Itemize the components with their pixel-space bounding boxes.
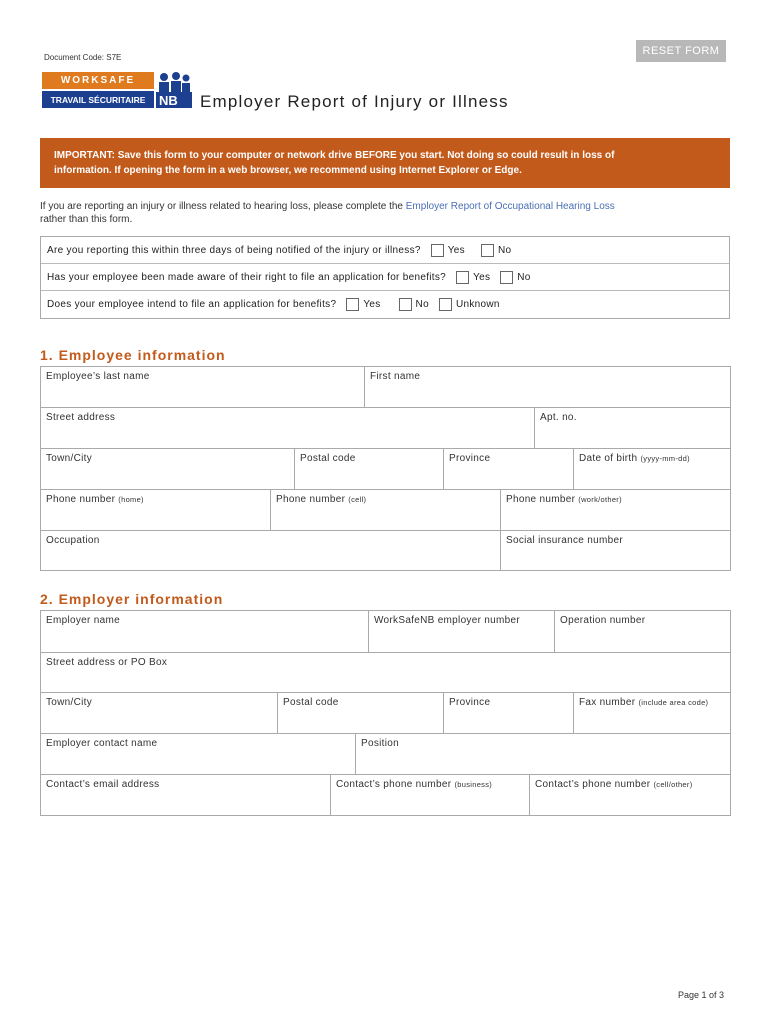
reset-form-button[interactable]: RESET FORM xyxy=(636,40,726,62)
employee-province-field[interactable] xyxy=(444,449,573,489)
hearing-loss-link[interactable]: Employer Report of Occupational Hearing Loss xyxy=(405,201,615,212)
employer-contact-name-field[interactable] xyxy=(41,734,355,774)
employee-postal-field[interactable] xyxy=(295,449,443,489)
employee-sin-label: Social insurance number xyxy=(506,535,623,546)
employee-occupation-field[interactable] xyxy=(41,531,500,571)
employer-info-grid xyxy=(40,610,731,816)
employee-phone-cell-field[interactable] xyxy=(271,490,500,530)
employee-last-name-field[interactable] xyxy=(41,367,364,407)
q3-no-label: No xyxy=(415,299,429,310)
employee-info-grid xyxy=(40,366,731,571)
employee-phone-work-field[interactable] xyxy=(501,490,730,530)
employee-occupation-label: Occupation xyxy=(46,535,100,546)
page-title: Employer Report of Injury or Illness xyxy=(200,92,509,111)
contact-phone-cell-field[interactable] xyxy=(530,775,730,815)
question-2-text: Has your employee been made aware of their right to file an application for benefits? xyxy=(47,271,447,283)
employer-name-label: Employer name xyxy=(46,615,120,626)
employer-fax-label: Fax number xyxy=(579,697,636,708)
logo-nb-text: NB xyxy=(159,93,178,108)
worksafe-logo xyxy=(42,72,192,112)
hearing-prefix: If you are reporting an injury or illness related to hearing loss, please complete the xyxy=(40,201,406,212)
employer-street-label: Street address or PO Box xyxy=(46,657,168,668)
employer-province-label: Province xyxy=(449,697,491,708)
employee-province-label: Province xyxy=(449,453,491,464)
q3-yes-label: Yes xyxy=(363,299,381,310)
employer-fax-hint: (include area code) xyxy=(638,698,709,707)
worksafe-employer-number-field[interactable] xyxy=(369,611,554,652)
question-row-1 xyxy=(41,237,729,264)
logo-worksafe-text: WORKSAFE xyxy=(42,72,154,89)
employer-fax-field[interactable] xyxy=(574,693,730,733)
question-1-text: Are you reporting this within three days of being notified of the injury or illness? xyxy=(47,244,421,256)
employer-section-heading: 2. Employer information xyxy=(40,591,224,607)
employee-town-field[interactable] xyxy=(41,449,294,489)
contact-phone-business-field[interactable] xyxy=(331,775,529,815)
q1-no-checkbox[interactable] xyxy=(481,244,494,257)
employer-postal-label: Postal code xyxy=(283,697,339,708)
preliminary-questions xyxy=(40,236,730,319)
employer-town-field[interactable] xyxy=(41,693,277,733)
document-code: Document Code: S7E xyxy=(44,53,122,62)
employee-last-name-label: Employee’s last name xyxy=(46,371,150,382)
q3-yes-checkbox[interactable] xyxy=(346,298,359,311)
employee-street-label: Street address xyxy=(46,412,116,423)
employee-phone-cell-label: Phone number xyxy=(276,494,346,505)
worksafe-employer-number-label: WorkSafeNB employer number xyxy=(374,615,521,626)
contact-phone-business-hint: (business) xyxy=(454,780,493,789)
employee-phone-home-field[interactable] xyxy=(41,490,270,530)
important-line-1: IMPORTANT: Save this form to your computer or network drive BEFORE you start. Not doing so could result in loss of xyxy=(54,150,615,161)
employee-street-field[interactable] xyxy=(41,408,534,448)
q2-yes-checkbox[interactable] xyxy=(456,271,469,284)
employer-name-field[interactable] xyxy=(41,611,368,652)
employee-dob-label: Date of birth xyxy=(579,453,638,464)
hearing-suffix: rather than this form. xyxy=(40,214,133,225)
employee-section-heading: 1. Employee information xyxy=(40,347,226,363)
employer-province-field[interactable] xyxy=(444,693,573,733)
q1-yes-label: Yes xyxy=(447,244,465,256)
logo-travail-text: TRAVAIL SÉCURITAIRE xyxy=(42,91,154,108)
q1-yes-checkbox[interactable] xyxy=(431,244,444,257)
q3-no-checkbox[interactable] xyxy=(399,298,412,311)
employee-apt-field[interactable] xyxy=(535,408,730,448)
employee-first-name-field[interactable] xyxy=(365,367,730,407)
contact-email-field[interactable] xyxy=(41,775,330,815)
employer-street-field[interactable] xyxy=(41,653,730,692)
page-number: Page 1 of 3 xyxy=(678,990,725,1000)
employee-dob-field[interactable] xyxy=(574,449,730,489)
question-3-text: Does your employee intend to file an application for benefits? xyxy=(47,299,337,310)
important-notice xyxy=(40,138,730,188)
q2-yes-label: Yes xyxy=(473,271,491,283)
employee-phone-work-hint: (work/other) xyxy=(578,495,622,504)
employee-phone-cell-hint: (cell) xyxy=(348,495,367,504)
employee-phone-work-label: Phone number xyxy=(506,494,576,505)
employee-phone-home-label: Phone number xyxy=(46,494,116,505)
contact-email-label: Contact’s email address xyxy=(46,779,160,790)
operation-number-field[interactable] xyxy=(555,611,730,652)
q3-unknown-checkbox[interactable] xyxy=(439,298,452,311)
question-row-2 xyxy=(41,264,729,291)
employee-postal-label: Postal code xyxy=(300,453,356,464)
employer-contact-name-label: Employer contact name xyxy=(46,738,158,749)
employee-dob-hint: (yyyy-mm-dd) xyxy=(640,454,690,463)
important-line-2: information. If opening the form in a web browser, we recommend using Internet Explorer or Edge. xyxy=(54,165,522,176)
contact-phone-cell-hint: (cell/other) xyxy=(653,780,693,789)
operation-number-label: Operation number xyxy=(560,615,646,626)
hearing-loss-note xyxy=(40,200,730,226)
q2-no-checkbox[interactable] xyxy=(500,271,513,284)
employee-sin-field[interactable] xyxy=(501,531,730,571)
employer-postal-field[interactable] xyxy=(278,693,443,733)
q1-no-label: No xyxy=(497,244,512,256)
contact-phone-business-label: Contact’s phone number xyxy=(336,779,452,790)
employer-town-label: Town/City xyxy=(46,697,93,708)
employer-position-label: Position xyxy=(361,738,399,749)
contact-phone-cell-label: Contact’s phone number xyxy=(535,779,651,790)
employee-first-name-label: First name xyxy=(370,371,421,382)
employee-town-label: Town/City xyxy=(46,453,93,464)
q2-no-label: No xyxy=(517,271,531,283)
question-row-3 xyxy=(41,291,729,318)
employee-apt-label: Apt. no. xyxy=(540,412,577,423)
employee-phone-home-hint: (home) xyxy=(118,495,144,504)
employer-position-field[interactable] xyxy=(356,734,730,774)
q3-unknown-label: Unknown xyxy=(455,299,500,310)
